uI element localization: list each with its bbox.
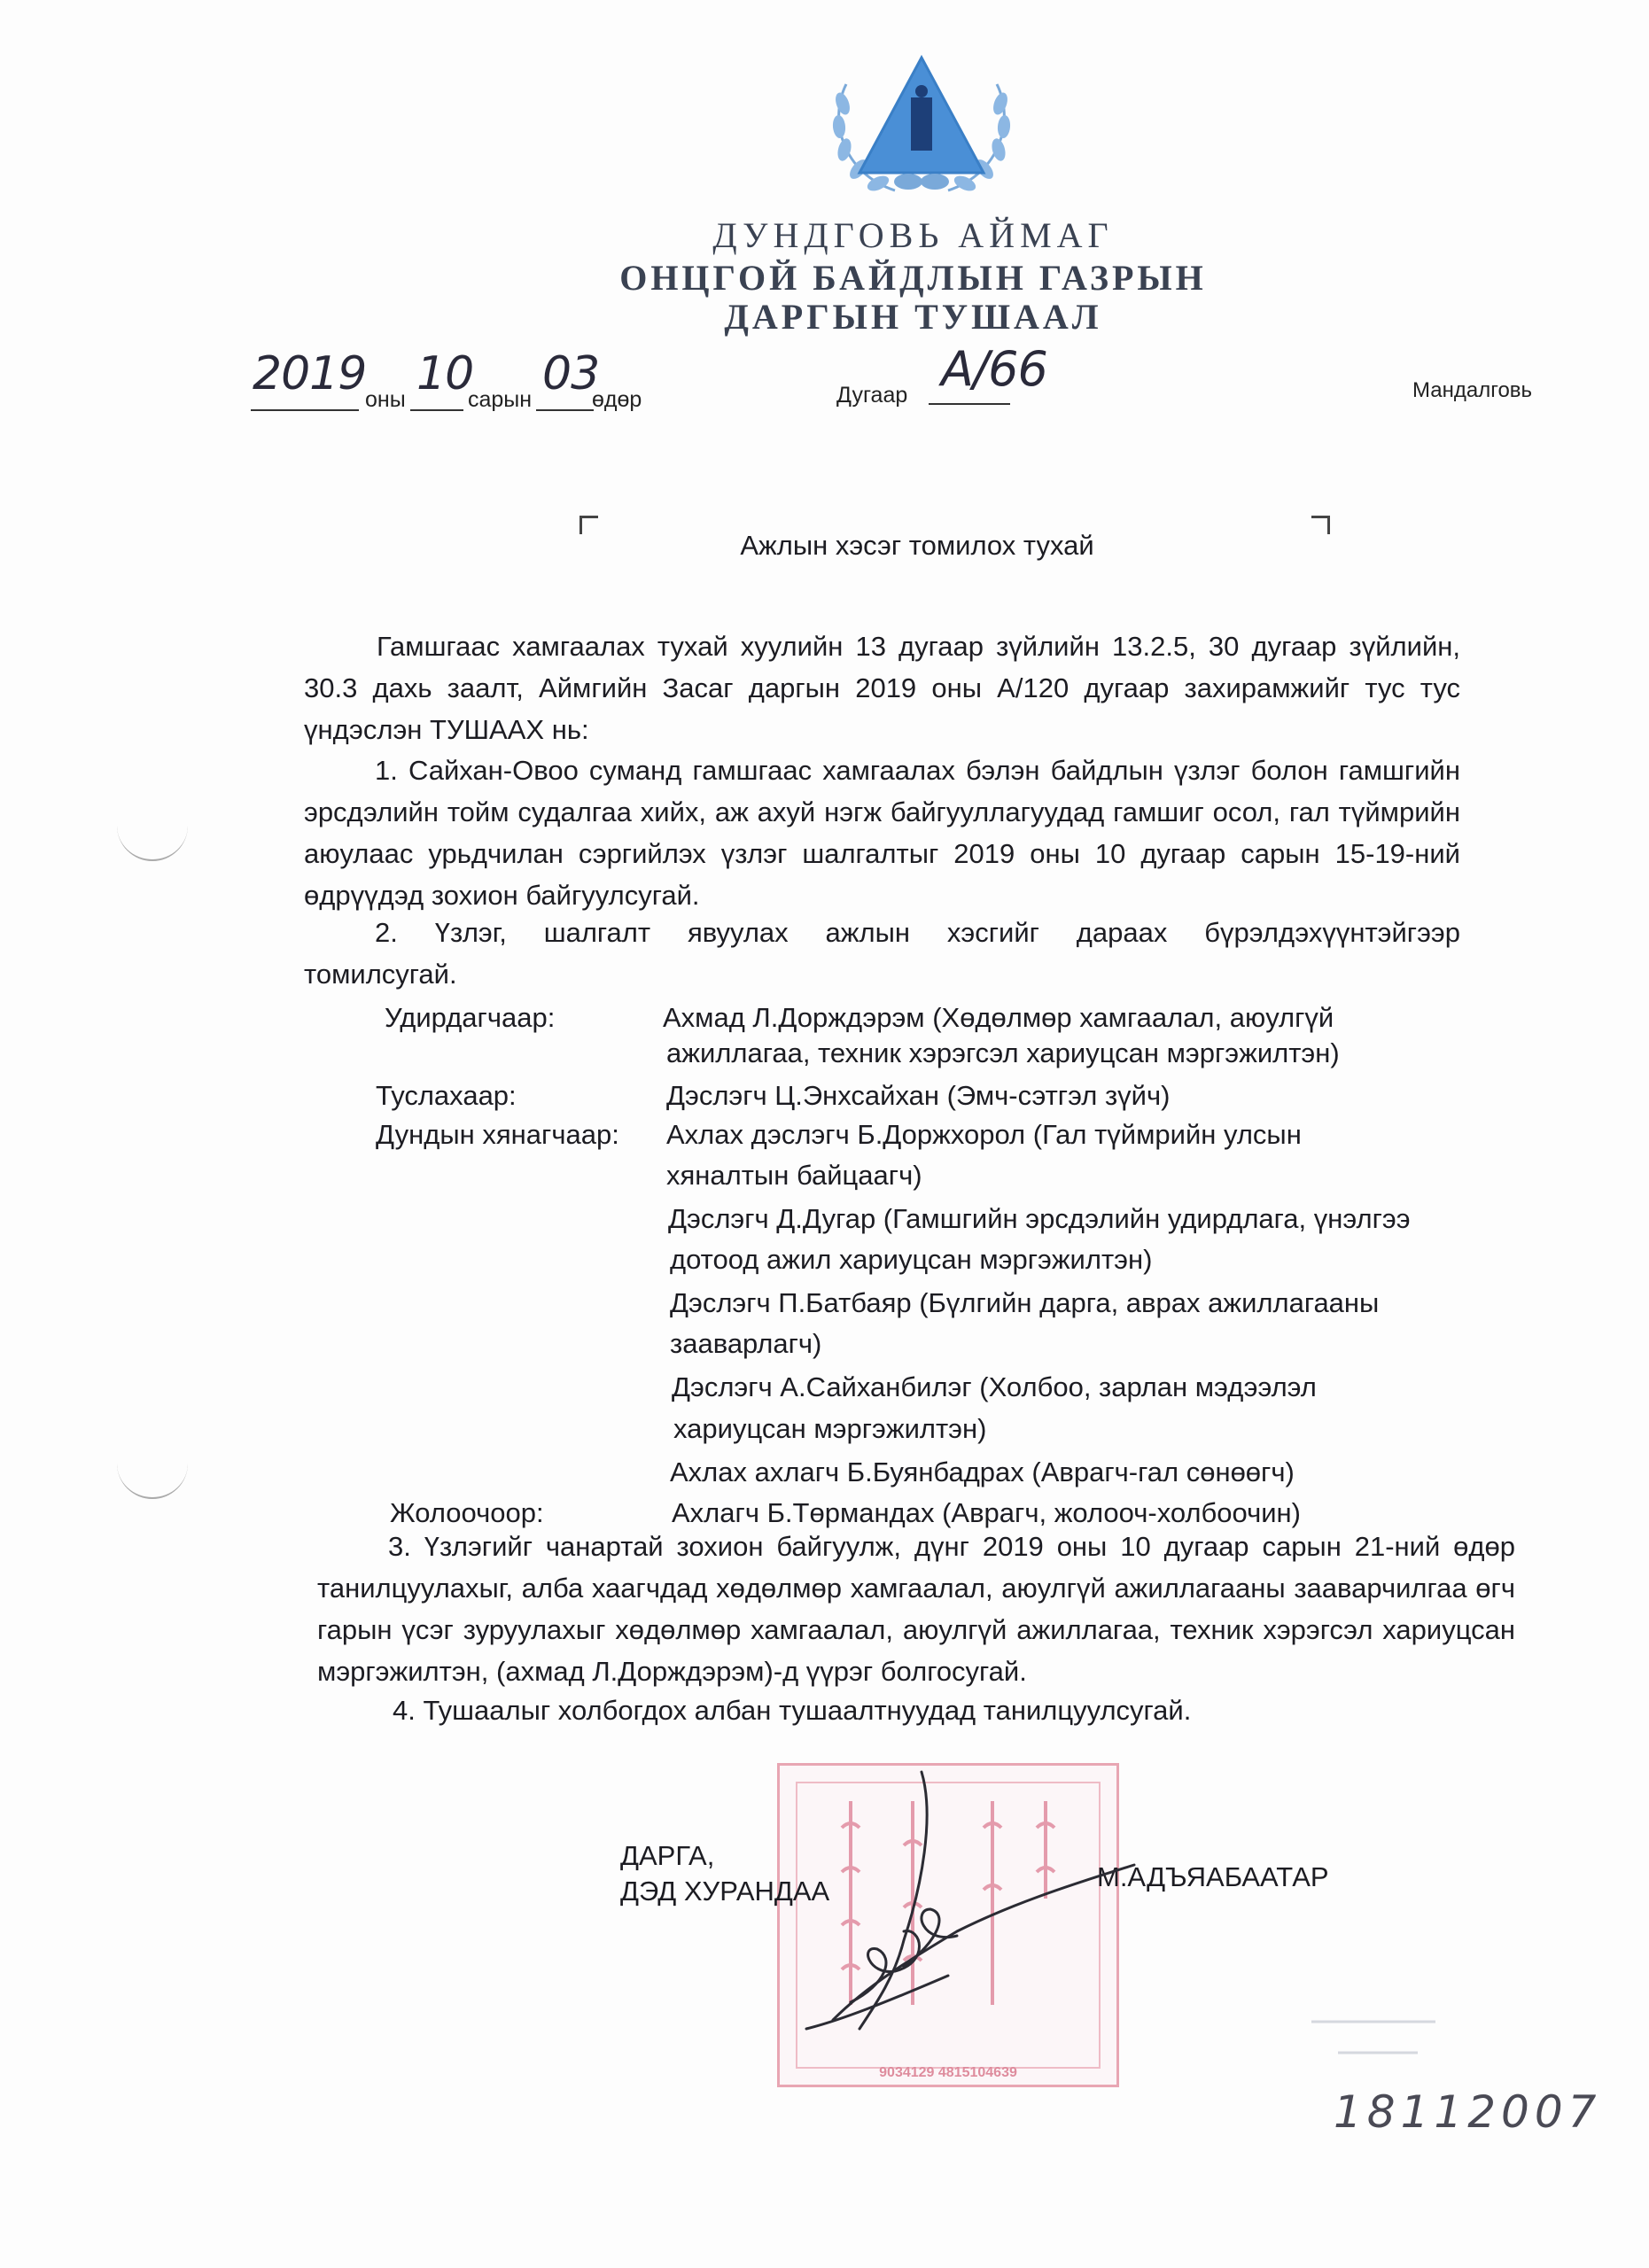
order-item-2: 2. Үзлэг, шалгалт явуулах ажлын хэсгийг дараах бүрэлдэхүүнтэйгээр томилсугай. — [304, 917, 1460, 990]
date-year-underline — [251, 409, 359, 411]
member-4-line2: хариуцсан мэргэжилтэн) — [673, 1413, 987, 1444]
number-label: Дугаар — [836, 383, 908, 408]
member-1-line2: хяналтын байцаагч) — [666, 1160, 922, 1191]
role-leader-line1: Ахмад Л.Дорждэрэм (Хөдөлмөр хамгаалал, аюулгүй — [663, 1002, 1334, 1033]
member-5: Ахлах ахлагч Б.Буянбадрах (Аврагч-гал сөнөөгч) — [670, 1456, 1295, 1487]
role-driver: Ахлагч Б.Төрмандах (Аврагч, жолооч-холбоочин) — [672, 1497, 1301, 1528]
date-day-underline — [536, 409, 594, 411]
header-order-type: ДАРГЫН ТУШААЛ — [724, 297, 1102, 337]
header-agency: ОНЦГОЙ БАЙДЛЫН ГАЗРЫН — [619, 258, 1207, 298]
role-assistant-label: Туслахаар: — [376, 1080, 517, 1111]
signer-title-line2: ДЭД ХУРАНДАА — [620, 1876, 830, 1907]
date-year: 2019 — [253, 347, 367, 400]
date-day: 03 — [542, 347, 600, 400]
role-inspector-label: Дундын хянагчаар: — [376, 1119, 619, 1150]
date-month-suffix: сарын — [468, 387, 533, 412]
member-3-line1: Дэслэгч П.Батбаяр (Бүлгийн дарга, аврах ажиллагааны — [670, 1287, 1380, 1318]
member-1-line1: Ахлах дэслэгч Б.Доржхорол (Гал түймрийн улсын — [666, 1119, 1302, 1150]
bleed-through-mark — [1303, 2004, 1444, 2072]
document-serial-number: 18112007 — [1334, 2086, 1602, 2138]
handwritten-signature — [780, 1763, 1152, 2055]
order-number: А/66 — [941, 341, 1047, 397]
member-4-line1: Дэслэгч А.Сайханбилэг (Холбоо, зарлан мэдээлэл — [672, 1371, 1317, 1402]
order-number-underline — [929, 403, 1010, 405]
stamp-registration-number: 9034129 4815104639 — [879, 2065, 1017, 2080]
member-2-line2: дотоод ажил хариуцсан мэргэжилтэн) — [670, 1244, 1153, 1275]
order-item-3: 3. Үзлэгийг чанартай зохион байгуулж, дүнг 2019 оны 10 дугаар сарын 21-ний өдөр танилцуулахыг, алба хаагчдад хөдөлмөр хамгаалал, аюулгүй ажиллагааны зааварчилгаа өгч гарын үсэг зуруулахыг хөдөлмөр хамгаалал, аюулгүй ажиллагаа, техник хэрэгсэл хариуцсан мэргэжилтэн, (ахмад Л.Дорждэрэм)-д үүрэг болгосугай. — [317, 1531, 1515, 1687]
order-item-1: 1. Сайхан-Овоо суманд гамшгаас хамгаалах бэлэн байдлын үзлэг болон гамшгийн эрсдэлийн тойм судалгаа хийх, аж ахуй нэгж байгууллагуудад гамшиг осол, гал түймрийн аюулаас урьдчилан сэргийлэх үзлэг шалгалтыг 2019 оны 10 дугаар сарын 15-19-ний өдрүүдэд зохион байгуулсугай. — [304, 755, 1460, 911]
signer-name: М.АДЪЯАБААТАР — [1097, 1861, 1329, 1892]
member-3-line2: зааварлагч) — [670, 1328, 822, 1359]
order-item-4: 4. Тушаалыг холбогдох албан тушаалтнуудад танилцуулсугай. — [393, 1695, 1192, 1726]
punch-hole-bottom — [117, 1453, 188, 1499]
date-month-underline — [410, 409, 463, 411]
role-leader-label: Удирдагчаар: — [385, 1002, 556, 1033]
date-day-suffix: өдөр — [592, 387, 642, 412]
place-name: Мандалговь — [1412, 378, 1533, 402]
date-year-suffix: оны — [365, 387, 406, 412]
signer-title-line1: ДАРГА, — [620, 1840, 715, 1871]
role-assistant: Дэслэгч Ц.Энхсайхан (Эмч-сэтгэл зүйч) — [666, 1080, 1171, 1111]
role-leader-line2: ажиллагаа, техник хэрэгсэл хариуцсан мэргэжилтэн) — [666, 1037, 1340, 1068]
intro-paragraph: Гамшгаас хамгаалах тухай хуулийн 13 дугаар зүйлийн 13.2.5, 30 дугаар зүйлийн, 30.3 дахь заалт, Аймгийн Засаг даргын 2019 оны А/120 дугаар захирамжийг тус тус үндэслэн ТУШААХ нь: — [304, 631, 1460, 745]
order-subject: Ажлын хэсэг томилох тухай — [740, 530, 1094, 561]
member-2-line1: Дэслэгч Д.Дугар (Гамшгийн эрсдэлийн удирдлага, үнэлгээ — [668, 1203, 1411, 1234]
punch-hole-top — [117, 815, 188, 861]
date-month: 10 — [416, 347, 474, 400]
header-province: ДУНДГОВЬ АЙМАГ — [712, 215, 1114, 255]
emblem-logo — [820, 49, 1023, 208]
role-driver-label: Жолоочоор: — [390, 1497, 544, 1528]
